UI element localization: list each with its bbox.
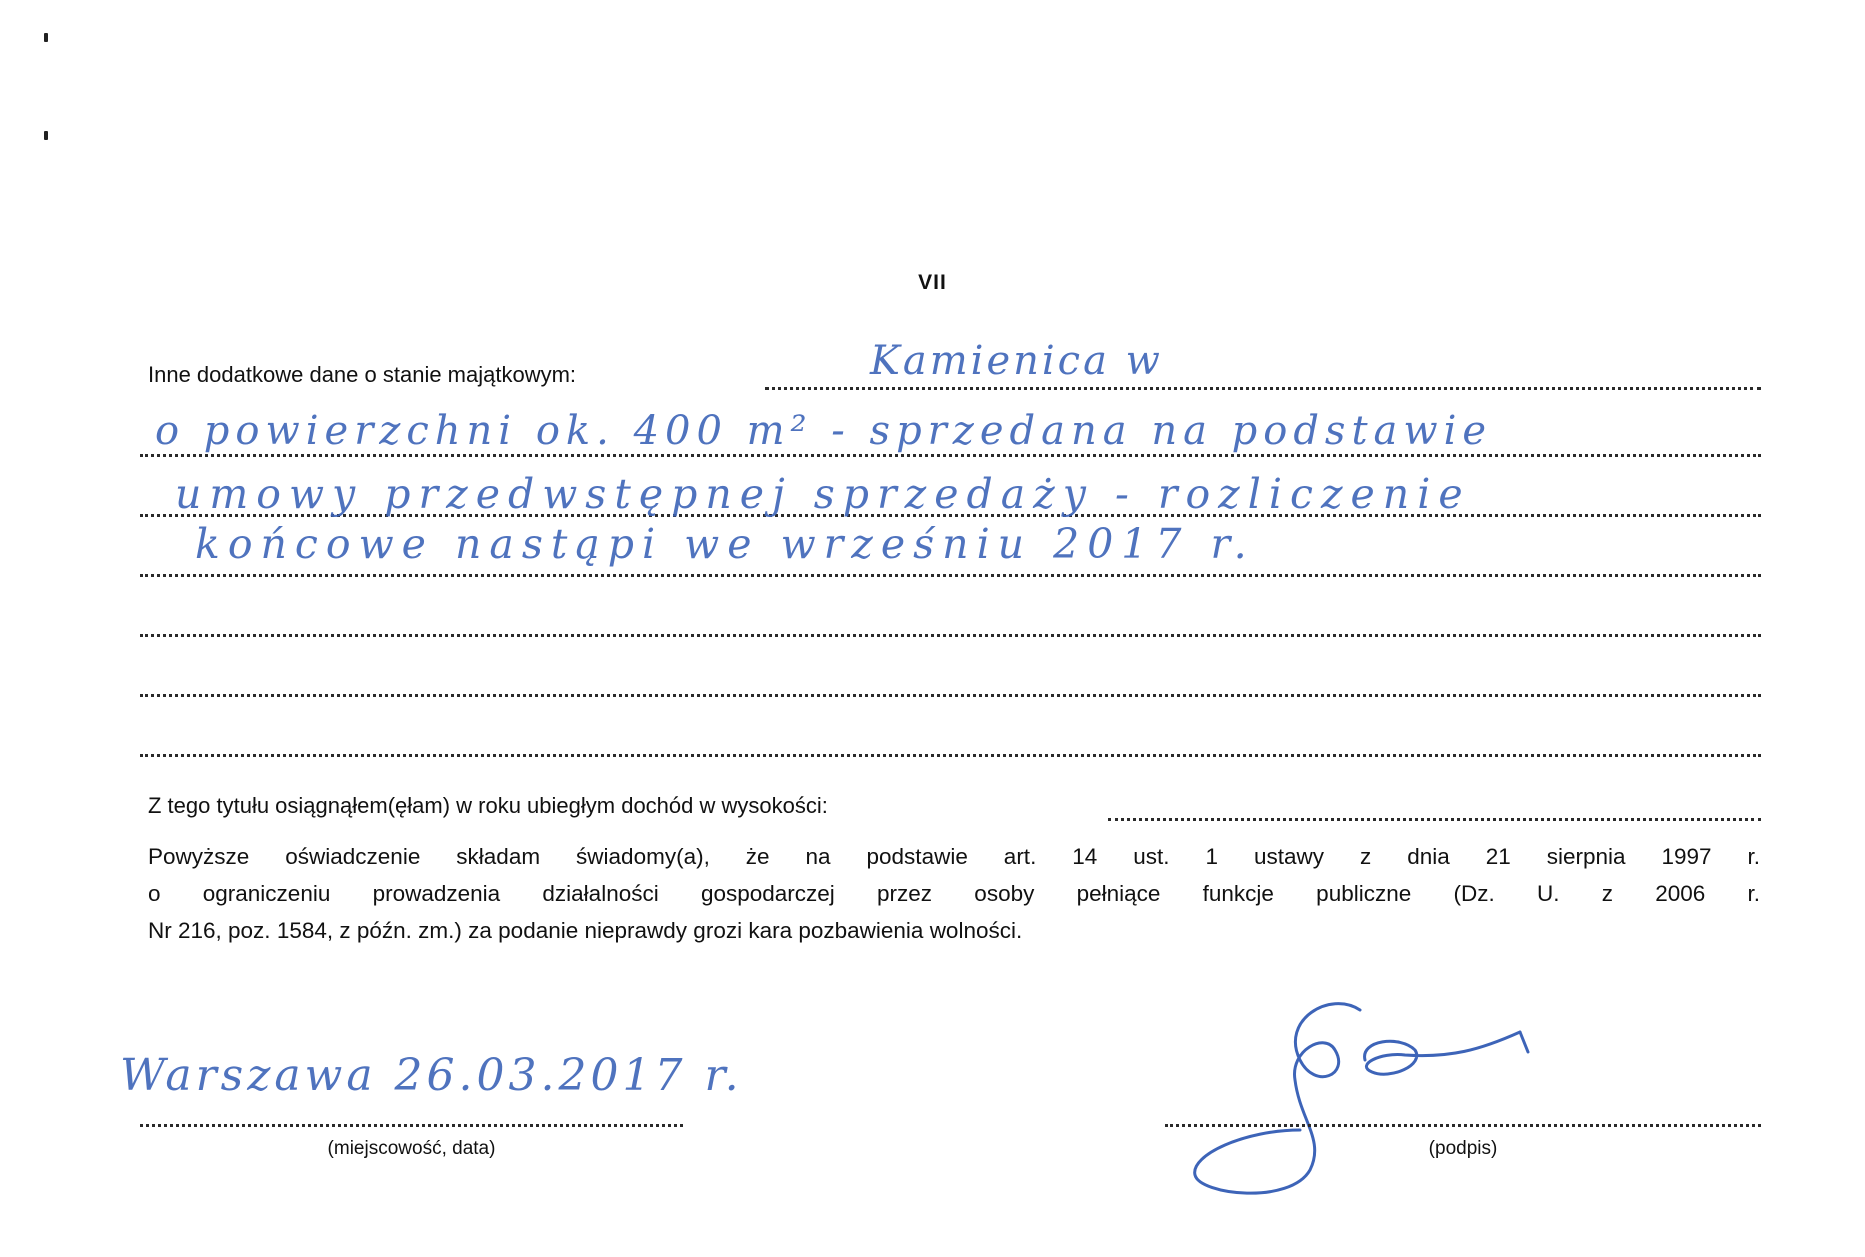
income-label: Z tego tytułu osiągnąłem(ęłam) w roku ubiegłym dochód w wysokości: [148,793,828,818]
other-data-label: Inne dodatkowe dane o stanie majątkowym: [148,362,577,387]
declaration-line-2: o ograniczeniu prowadzenia działalności gospodarczej przez osoby pełniące funkcje publiczne (Dz. U. z 2006 r. [148,881,1760,906]
dotted-line-7 [140,754,1761,757]
dotted-line-5 [140,634,1761,637]
section-number: VII [918,271,947,294]
signature-dotted-line [1165,1124,1761,1127]
dotted-line-4 [140,574,1761,577]
signature-scribble [1150,980,1570,1210]
signature-caption: (podpis) [1428,1138,1498,1159]
dotted-line-2 [140,454,1761,457]
scan-mark-bottom [44,131,48,140]
dotted-line-6 [140,694,1761,697]
declaration-line-1: Powyższe oświadczenie składam świadomy(a), że na podstawie art. 14 ust. 1 ustawy z dnia 21 sierpnia 1997 r. [148,844,1760,869]
handwritten-line-1: Kamienica w [870,338,1163,384]
place-date-handwritten: Warszawa 26.03.2017 r. [120,1050,743,1101]
handwritten-line-2: o powierzchni ok. 400 m² - sprzedana na podstawie [155,408,1493,454]
scan-mark-top [44,33,48,42]
declaration-line-3: Nr 216, poz. 1584, z późn. zm.) za podanie nieprawdy grozi kara pozbawienia wolności. [148,918,1023,943]
income-dotted-line [1108,818,1761,821]
place-date-caption: (miejscowość, data) [327,1138,496,1159]
handwritten-line-3: umowy przedwstępnej sprzedaży - rozliczenie [175,470,1471,518]
place-date-dotted-line [140,1124,683,1127]
dotted-line-1 [765,387,1761,390]
handwritten-line-4: końcowe nastąpi we wrześniu 2017 r. [195,520,1255,568]
